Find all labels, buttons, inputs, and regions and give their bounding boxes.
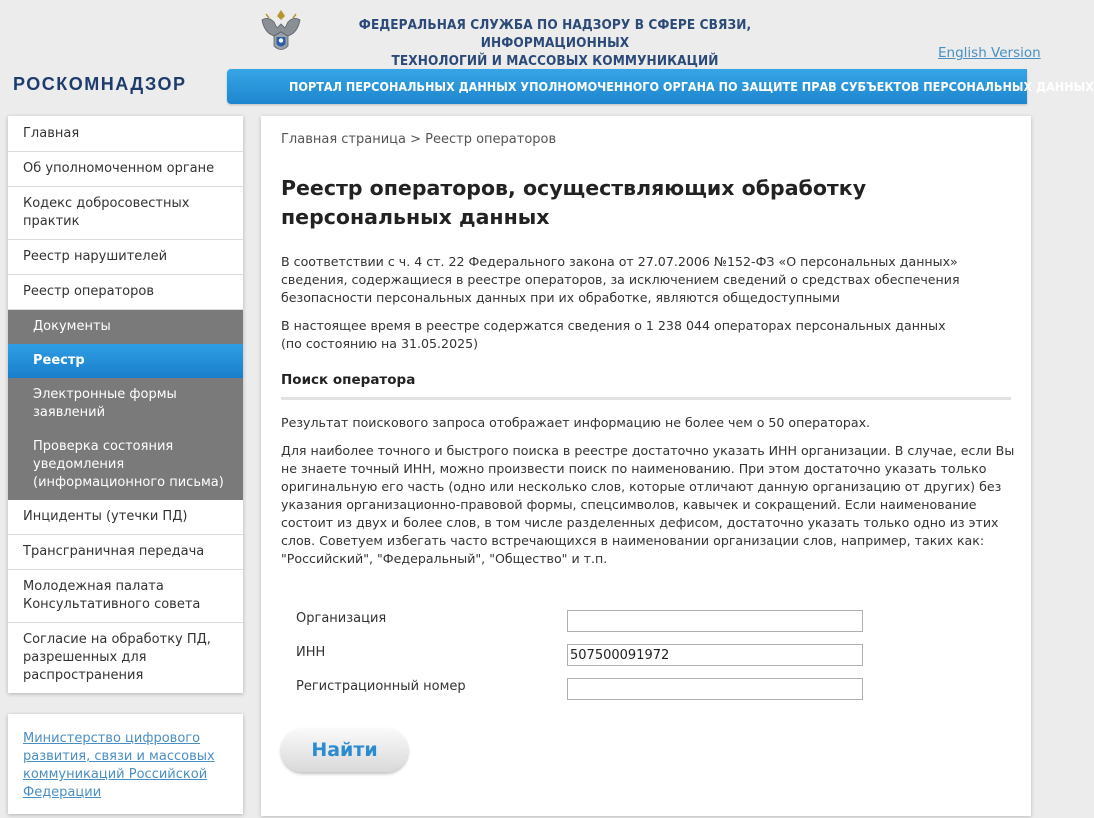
sidebar-item-home[interactable]: Главная [8, 116, 243, 152]
ministry-link[interactable]: Министерство цифрового развития, связи и массовых коммуникаций Российской Федерации [23, 731, 215, 800]
sidebar-subnav [8, 310, 243, 500]
sidebar-nav [8, 116, 243, 693]
page-title: Реестр операторов, осуществляющих обработку персональных данных [281, 176, 867, 229]
reg-number-input[interactable] [567, 678, 863, 700]
organization-label: Организация [296, 611, 387, 626]
sidebar-item-cross-border[interactable]: Трансграничная передача [8, 535, 243, 570]
sidebar-item-youth-chamber[interactable]: Молодежная палата Консультативного совета [8, 570, 243, 623]
roskomnadzor-logo[interactable]: РОСКОМНАДЗОР [13, 74, 187, 94]
sidebar-subitem-documents[interactable]: Документы [33, 319, 111, 334]
sidebar-item-violators-registry[interactable]: Реестр нарушителей [8, 240, 243, 275]
inn-label: ИНН [296, 645, 326, 660]
intro-paragraph: В соответствии с ч. 4 ст. 22 Федерального закона от 27.07.2006 №152-ФЗ «О персональных данных» сведения, содержащиеся в реестре операторов, за исключением сведений о средствах обеспечения безопасности персональных данных при их обработке, являются общедоступными [281, 254, 960, 305]
breadcrumb[interactable]: Главная страница > Реестр операторов [281, 132, 557, 147]
search-help-text: Для наиболее точного и быстрого поиска в реестре достаточно указать ИНН организации. В случае, если Вы не знаете точный ИНН, можно произвести поиск по наименованию. При этом достаточно указать только оригинальную его часть (одно или несколько слов, которые отличают данную организацию от других) без указания организационно-правовой формы, спецсимволов, кавычек и сокращений. Если наименование состоит из двух и более слов, в том числе разделенных дефисом, достаточно указать только одно из этих слов. Советуем избегать часто встречающихся в наименовании организации слов, например, таких как: "Российский", "Федеральный", "Общество" и т.п. [281, 443, 1015, 566]
english-version-link[interactable]: English Version [938, 45, 1041, 61]
sidebar-item-consent[interactable]: Согласие на обработку ПД, разрешенных для распространения [23, 632, 211, 683]
sidebar-subitem-notification-status[interactable]: Проверка состояния уведомления (информационного письма) [33, 439, 224, 490]
ministry-box [8, 714, 243, 814]
agency-name-line1: ФЕДЕРАЛЬНАЯ СЛУЖБА ПО НАДЗОРУ В СФЕРЕ СВЯЗИ, ИНФОРМАЦИОННЫХ [358, 17, 752, 51]
organization-input[interactable] [567, 610, 863, 632]
sidebar-item-code-of-practice[interactable]: Кодекс добросовестных практик [8, 187, 243, 240]
portal-banner [227, 69, 1094, 104]
agency-name-line2: ТЕХНОЛОГИЙ И МАССОВЫХ КОММУНИКАЦИЙ [391, 53, 719, 69]
site-header [0, 0, 1094, 108]
sidebar-subitem-registry[interactable]: Реестр [8, 344, 243, 378]
sidebar-item-about[interactable]: Об уполномоченном органе [8, 152, 243, 187]
registry-count: В настоящее время в реестре содержатся сведения о 1 238 044 операторах персональных данных [281, 318, 946, 333]
portal-title: ПОРТАЛ ПЕРСОНАЛЬНЫХ ДАННЫХ УПОЛНОМОЧЕННОГО ОРГАНА ПО ЗАЩИТЕ ПРАВ СУБЪЕКТОВ ПЕРСОНАЛЬНЫХ ДАННЫХ [289, 79, 1094, 94]
sidebar-item-incidents[interactable]: Инциденты (утечки ПД) [8, 500, 243, 535]
inn-input[interactable] [567, 644, 863, 666]
search-section-title: Поиск оператора [281, 372, 1011, 400]
result-limit-note: Результат поискового запроса отображает информацию не более чем о 50 операторах. [281, 415, 871, 430]
agency-name [318, 16, 792, 70]
registry-date: (по состоянию на 31.05.2025) [281, 336, 479, 351]
sidebar-item-operators-registry[interactable]: Реестр операторов [8, 275, 243, 310]
main-content [261, 116, 1031, 816]
reg-number-label: Регистрационный номер [296, 679, 466, 694]
search-button[interactable]: Найти [281, 728, 408, 772]
sidebar-subitem-electronic-forms[interactable]: Электронные формы заявлений [33, 387, 177, 420]
double-headed-eagle-emblem-icon [258, 6, 304, 56]
